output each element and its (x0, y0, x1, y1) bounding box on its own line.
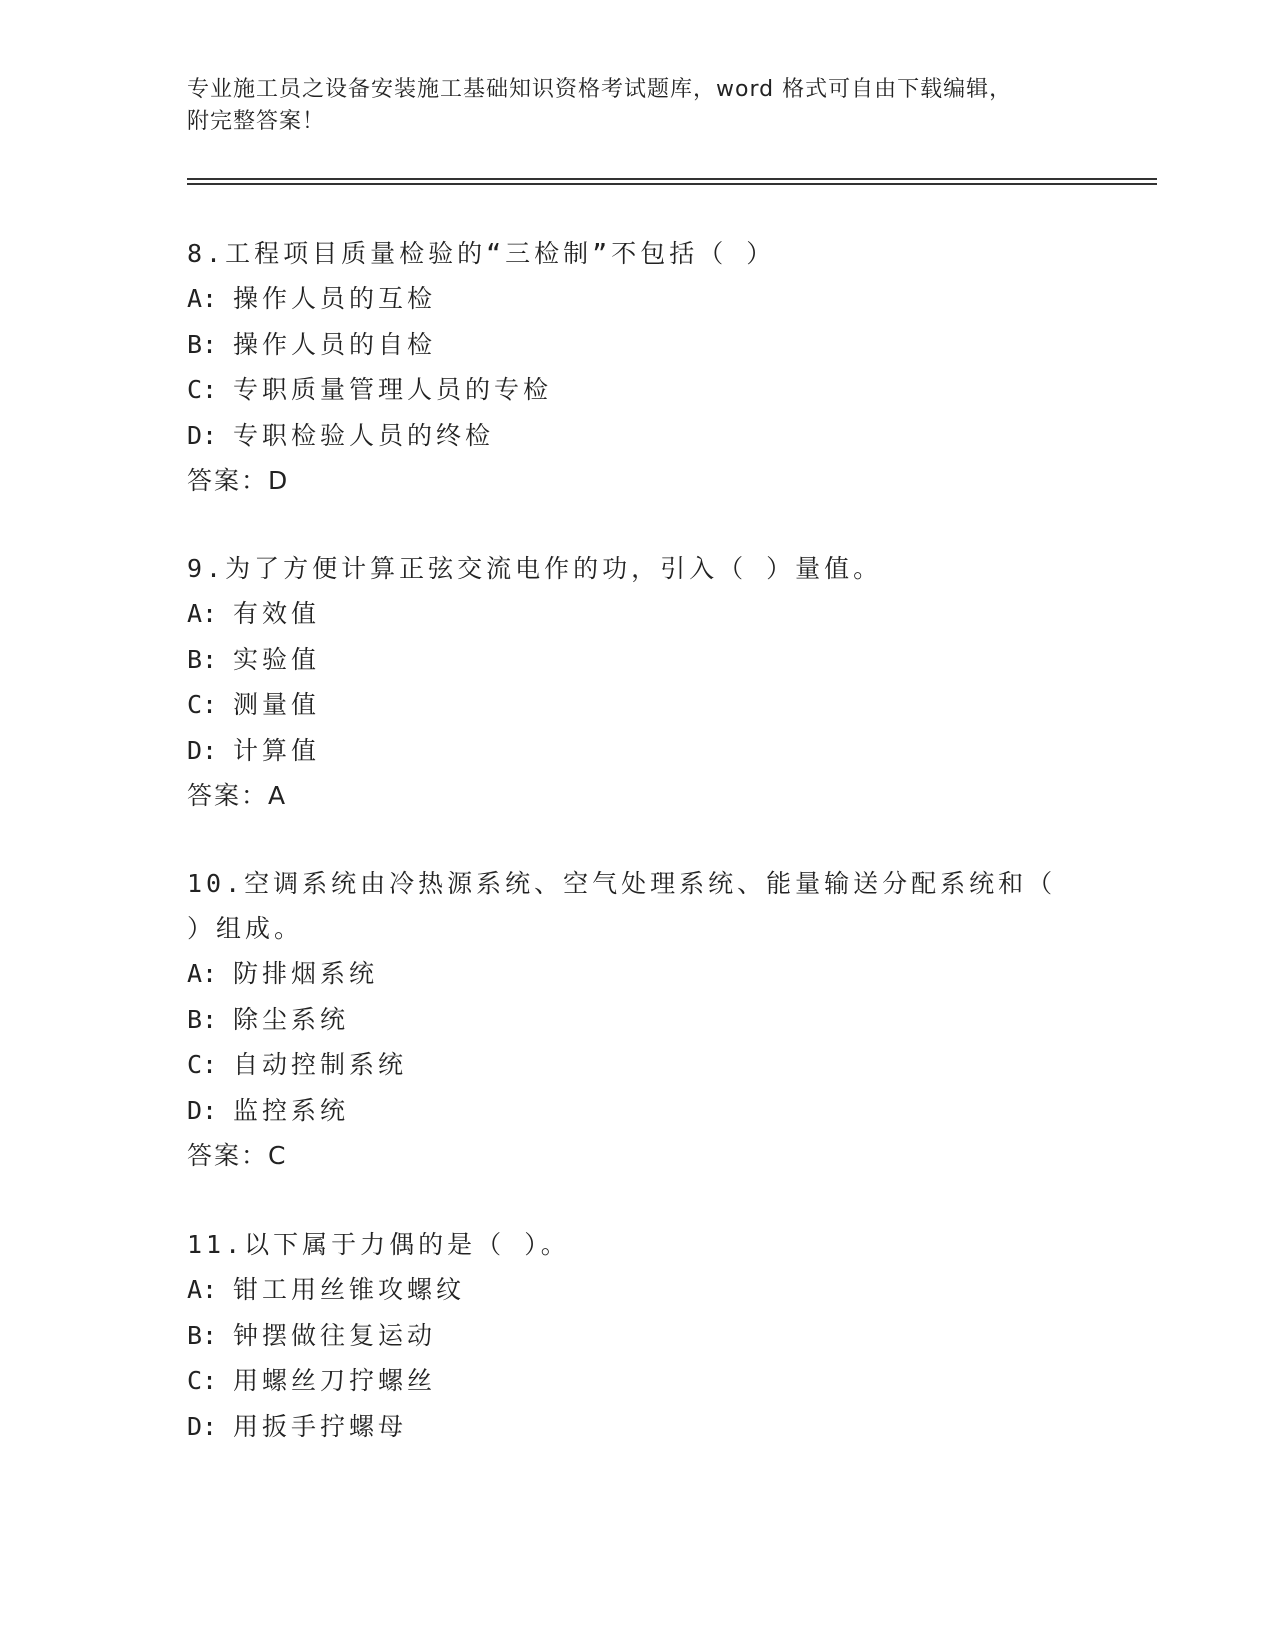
option-text: 监控系统 (233, 1095, 350, 1125)
option-b (187, 637, 1067, 683)
option-text: 钳工用丝锥攻螺纹 (233, 1275, 466, 1304)
option-text: 有效值 (233, 599, 321, 628)
question-10 (187, 861, 1067, 1178)
option-letter: B: (187, 1320, 218, 1350)
option-letter: A: (187, 599, 218, 628)
question-9 (187, 546, 1067, 818)
option-text: 自动控制系统 (233, 1050, 408, 1079)
option-b (187, 322, 1067, 368)
option-letter: D: (187, 1095, 218, 1125)
option-letter: B: (187, 1004, 218, 1034)
option-d (187, 1404, 1067, 1450)
option-text: 专职检验人员的终检 (233, 420, 495, 450)
question-11 (187, 1222, 1067, 1449)
option-letter: B: (187, 329, 218, 359)
option-text: 测量值 (233, 690, 321, 719)
option-text: 用螺丝刀拧螺丝 (233, 1366, 437, 1395)
option-b (187, 997, 1067, 1043)
option-letter: C: (187, 1366, 218, 1395)
option-d (187, 728, 1067, 774)
question-stem-line-1: 10.空调系统由冷热源系统、空气处理系统、能量输送分配系统和（ (187, 869, 1057, 898)
document-header (187, 74, 1107, 138)
question-stem: 9.为了方便计算正弦交流电作的功，引入（ ）量值。 (187, 554, 883, 583)
question-stem (187, 861, 1067, 951)
option-letter: A: (187, 284, 218, 313)
option-c (187, 1042, 1067, 1088)
option-c (187, 682, 1067, 728)
header-divider-bottom (187, 183, 1157, 185)
option-letter: A: (187, 959, 218, 988)
option-a (187, 1267, 1067, 1313)
option-b (187, 1313, 1067, 1359)
option-d (187, 1088, 1067, 1134)
option-letter: C: (187, 690, 218, 719)
option-letter: D: (187, 420, 218, 450)
option-text: 计算值 (233, 735, 321, 765)
option-text: 用扳手拧螺母 (233, 1411, 408, 1441)
option-letter: B: (187, 644, 218, 674)
header-line-2: 附完整答案！ (187, 109, 326, 134)
answer-line: 答案：C (187, 1141, 288, 1170)
option-d (187, 413, 1067, 459)
option-letter: D: (187, 1411, 218, 1441)
option-text: 除尘系统 (233, 1004, 350, 1034)
option-a (187, 591, 1067, 637)
answer-line: 答案：D (187, 466, 290, 495)
question-8 (187, 231, 1067, 503)
option-text: 实验值 (233, 644, 321, 674)
option-text: 防排烟系统 (233, 959, 379, 988)
option-text: 操作人员的自检 (233, 329, 437, 359)
option-c (187, 1358, 1067, 1404)
option-letter: C: (187, 375, 218, 404)
question-stem: 8.工程项目质量检验的“三检制”不包括（ ） (187, 239, 776, 268)
option-letter: C: (187, 1050, 218, 1079)
question-stem: 11.以下属于力偶的是（ ）。 (187, 1230, 570, 1259)
option-text: 专职质量管理人员的专检 (233, 375, 553, 404)
option-a (187, 951, 1067, 997)
question-stem-line-2: ）组成。 (187, 914, 304, 943)
answer-line: 答案：A (187, 781, 288, 810)
header-divider-top (187, 178, 1157, 180)
option-letter: D: (187, 735, 218, 765)
option-text: 操作人员的互检 (233, 284, 437, 313)
header-line-1: 专业施工员之设备安装施工基础知识资格考试题库，word 格式可自由下载编辑， (187, 77, 1013, 102)
option-c (187, 367, 1067, 413)
option-letter: A: (187, 1275, 218, 1304)
option-a (187, 276, 1067, 322)
option-text: 钟摆做往复运动 (233, 1320, 437, 1350)
